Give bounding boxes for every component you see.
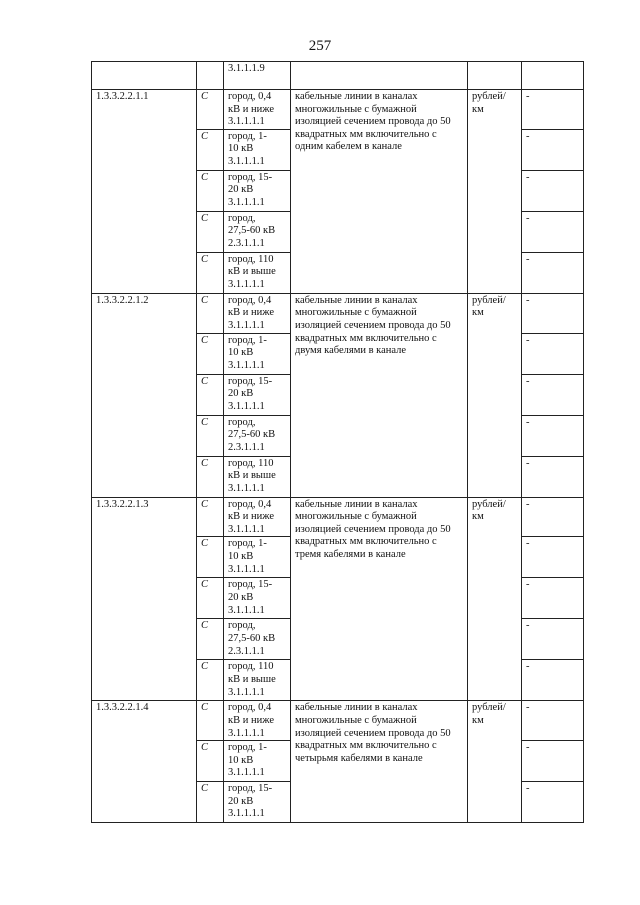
cell-location bbox=[224, 660, 291, 701]
location-line: 3.1.1.1.1 bbox=[228, 767, 265, 779]
location-line: город, 110 bbox=[228, 661, 274, 673]
location-line: 3.1.1.1.1 bbox=[228, 359, 265, 371]
cell-location bbox=[224, 211, 291, 252]
cell-flag: С bbox=[197, 333, 224, 374]
cell-value: - bbox=[522, 660, 584, 701]
cell-flag: С bbox=[197, 129, 224, 170]
location-line: 3.1.1.1.1 bbox=[228, 278, 265, 290]
tariff-table bbox=[91, 61, 584, 823]
location-line: кВ и ниже bbox=[228, 307, 274, 319]
cell-flag: С bbox=[197, 456, 224, 497]
cell-value: - bbox=[522, 782, 584, 823]
cell-value: - bbox=[522, 537, 584, 578]
cell-location bbox=[224, 90, 291, 130]
location-line: 2.3.1.1.1 bbox=[228, 645, 265, 657]
cell-location bbox=[224, 782, 291, 823]
cell-flag bbox=[197, 62, 224, 90]
cell-value: - bbox=[522, 415, 584, 456]
cell-code: 1.3.3.2.2.1.3 bbox=[92, 497, 197, 701]
cell-flag: С bbox=[197, 252, 224, 293]
cell-flag: С bbox=[197, 660, 224, 701]
cell-description: кабельные линии в каналах многожильные с бумажной изоляцией сечением провода до 50 квадратных мм включительно с четырьмя кабелями в канале bbox=[291, 701, 468, 823]
cell-location bbox=[224, 456, 291, 497]
cell-description: кабельные линии в каналах многожильные с бумажной изоляцией сечением провода до 50 квадратных мм включительно с одним кабелем в канале bbox=[291, 90, 468, 294]
cell-flag: С bbox=[197, 782, 224, 823]
cell-flag: С bbox=[197, 90, 224, 130]
location-line: 10 кВ bbox=[228, 143, 254, 155]
location-line: 3.1.1.1.1 bbox=[228, 155, 265, 167]
cell-flag: С bbox=[197, 415, 224, 456]
cell-flag: С bbox=[197, 619, 224, 660]
cell-location bbox=[224, 62, 291, 90]
location-line: город, bbox=[228, 620, 256, 632]
cell-description: кабельные линии в каналах многожильные с бумажной изоляцией сечением провода до 50 квадратных мм включительно с двумя кабелями в канале bbox=[291, 293, 468, 497]
location-line: город, 0,4 bbox=[228, 294, 272, 306]
cell-flag: С bbox=[197, 170, 224, 211]
location-line: город, 1- bbox=[228, 538, 267, 550]
location-line: 3.1.1.1.1 bbox=[228, 116, 265, 128]
location-line: город, 0,4 bbox=[228, 91, 272, 102]
location-line: 3.1.1.1.1 bbox=[228, 523, 265, 535]
cell-unit: рублей/ км bbox=[468, 293, 522, 497]
cell-code: 1.3.3.2.2.1.2 bbox=[92, 293, 197, 497]
tariff-table-body bbox=[92, 62, 584, 823]
table-row bbox=[92, 497, 584, 537]
location-line: 20 кВ bbox=[228, 184, 254, 196]
cell-location bbox=[224, 537, 291, 578]
location-line: 2.3.1.1.1 bbox=[228, 237, 265, 249]
cell-value: - bbox=[522, 374, 584, 415]
cell-value: - bbox=[522, 252, 584, 293]
location-line: город, 15- bbox=[228, 375, 273, 387]
location-line: кВ и ниже bbox=[228, 714, 274, 726]
cell-value: - bbox=[522, 619, 584, 660]
cell-value: - bbox=[522, 90, 584, 130]
location-line: кВ и выше bbox=[228, 266, 276, 278]
cell-unit: рублей/ км bbox=[468, 90, 522, 294]
location-line: 27,5-60 кВ bbox=[228, 632, 276, 644]
location-line: 3.1.1.1.9 bbox=[228, 63, 265, 74]
cell-location bbox=[224, 578, 291, 619]
location-line: 3.1.1.1.1 bbox=[228, 400, 265, 412]
table-row-continued bbox=[92, 62, 584, 90]
location-line: город, 0,4 bbox=[228, 702, 272, 714]
location-line: кВ и выше bbox=[228, 470, 276, 482]
cell-unit bbox=[468, 62, 522, 90]
location-line: 20 кВ bbox=[228, 591, 254, 603]
cell-flag: С bbox=[197, 293, 224, 333]
location-line: город, bbox=[228, 416, 256, 428]
table-row bbox=[92, 293, 584, 333]
cell-location bbox=[224, 701, 291, 741]
cell-value: - bbox=[522, 497, 584, 537]
cell-value: - bbox=[522, 170, 584, 211]
cell-value: - bbox=[522, 333, 584, 374]
location-line: 3.1.1.1.1 bbox=[228, 196, 265, 208]
cell-description: кабельные линии в каналах многожильные с бумажной изоляцией сечением провода до 50 квадратных мм включительно с тремя кабелями в канале bbox=[291, 497, 468, 701]
location-line: кВ и ниже bbox=[228, 103, 274, 115]
location-line: 10 кВ bbox=[228, 550, 254, 562]
cell-value: - bbox=[522, 293, 584, 333]
location-line: город, bbox=[228, 212, 256, 224]
cell-value bbox=[522, 62, 584, 90]
cell-location bbox=[224, 333, 291, 374]
cell-location bbox=[224, 619, 291, 660]
location-line: 10 кВ bbox=[228, 347, 254, 359]
location-line: город, 15- bbox=[228, 579, 273, 591]
cell-value: - bbox=[522, 456, 584, 497]
cell-unit: рублей/ км bbox=[468, 701, 522, 823]
cell-location bbox=[224, 374, 291, 415]
cell-code: 1.3.3.2.2.1.1 bbox=[92, 90, 197, 294]
location-line: город, 110 bbox=[228, 253, 274, 265]
location-line: кВ и ниже bbox=[228, 511, 274, 523]
cell-value: - bbox=[522, 129, 584, 170]
cell-code bbox=[92, 62, 197, 90]
location-line: 3.1.1.1.1 bbox=[228, 727, 265, 739]
cell-value: - bbox=[522, 741, 584, 782]
location-line: город, 1- bbox=[228, 742, 267, 754]
location-line: кВ и выше bbox=[228, 673, 276, 685]
cell-value: - bbox=[522, 701, 584, 741]
cell-location bbox=[224, 497, 291, 537]
cell-flag: С bbox=[197, 374, 224, 415]
table-row bbox=[92, 90, 584, 130]
location-line: 20 кВ bbox=[228, 388, 254, 400]
cell-flag: С bbox=[197, 578, 224, 619]
cell-flag: С bbox=[197, 537, 224, 578]
location-line: город, 0,4 bbox=[228, 498, 272, 510]
location-line: город, 110 bbox=[228, 457, 274, 469]
location-line: 3.1.1.1.1 bbox=[228, 686, 265, 698]
location-line: город, 15- bbox=[228, 783, 273, 795]
location-line: город, 1- bbox=[228, 334, 267, 346]
cell-code: 1.3.3.2.2.1.4 bbox=[92, 701, 197, 823]
location-line: 3.1.1.1.1 bbox=[228, 482, 265, 494]
cell-value: - bbox=[522, 578, 584, 619]
cell-location bbox=[224, 129, 291, 170]
cell-flag: С bbox=[197, 701, 224, 741]
location-line: 2.3.1.1.1 bbox=[228, 441, 265, 453]
page-number: 257 bbox=[308, 38, 332, 54]
location-line: 10 кВ bbox=[228, 754, 254, 766]
cell-location bbox=[224, 741, 291, 782]
location-line: 20 кВ bbox=[228, 795, 254, 807]
cell-value: - bbox=[522, 211, 584, 252]
cell-location bbox=[224, 170, 291, 211]
location-line: 3.1.1.1.1 bbox=[228, 563, 265, 575]
location-line: 27,5-60 кВ bbox=[228, 225, 276, 237]
cell-description bbox=[291, 62, 468, 90]
location-line: город, 1- bbox=[228, 130, 267, 142]
cell-location bbox=[224, 252, 291, 293]
cell-location bbox=[224, 415, 291, 456]
location-line: 3.1.1.1.1 bbox=[228, 604, 265, 616]
cell-flag: С bbox=[197, 741, 224, 782]
location-line: 3.1.1.1.1 bbox=[228, 808, 265, 820]
cell-unit: рублей/ км bbox=[468, 497, 522, 701]
location-line: 27,5-60 кВ bbox=[228, 429, 276, 441]
cell-location bbox=[224, 293, 291, 333]
table-row bbox=[92, 701, 584, 741]
cell-flag: С bbox=[197, 497, 224, 537]
cell-flag: С bbox=[197, 211, 224, 252]
location-line: город, 15- bbox=[228, 171, 273, 183]
location-line: 3.1.1.1.1 bbox=[228, 319, 265, 331]
